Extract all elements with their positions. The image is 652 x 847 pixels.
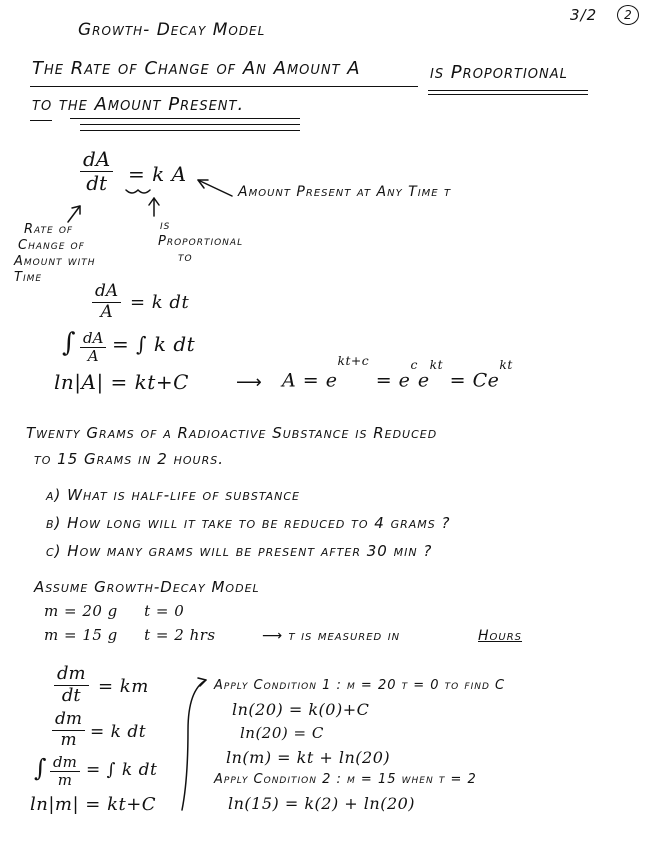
step3-arrow: ⟶ (236, 372, 263, 393)
prop-label-3: to (178, 250, 193, 265)
exp-power: kt+c (337, 354, 370, 368)
fraction-denominator: dt (86, 171, 108, 195)
fraction-denominator: dt (61, 684, 81, 706)
rate-label-1: Rate of (24, 222, 74, 237)
fraction-denominator: A (100, 301, 113, 322)
definition-line-2: to the Amount Present. (32, 94, 245, 115)
apply1-line-2: ln(20) = C (240, 724, 324, 742)
hours-underlined: Hours (478, 628, 523, 644)
prop-label-2: Proportional (158, 234, 244, 249)
problem-line-2: to 15 Grams in 2 hours. (34, 450, 224, 468)
brace-under-k (126, 190, 150, 193)
assume-line: Assume Growth-Decay Model (34, 578, 260, 596)
step2-fraction (80, 330, 106, 366)
eq4-line: ln|m| = kt+C (30, 794, 157, 815)
page-circle: 2 (617, 5, 639, 25)
fraction-denominator: A (87, 347, 99, 366)
eq3-integral: ∫ (34, 754, 48, 782)
fraction-numerator: dm (54, 664, 89, 686)
fraction-numerator: dm (52, 710, 85, 731)
fraction-numerator: dA (80, 148, 113, 172)
apply1-line-3: ln(m) = kt + ln(20) (226, 748, 391, 767)
rate-label-3: Amount with (14, 254, 96, 269)
exp-eq: = e (375, 369, 411, 392)
fraction-numerator: dA (92, 282, 121, 303)
eq3-fraction (50, 754, 80, 790)
exp-power-kt-2: kt (499, 358, 513, 372)
exp-power-c: c (410, 358, 418, 372)
page-number: 3/2 (570, 6, 598, 24)
exp-base: A = e (282, 369, 338, 392)
condition-2: m = 15 g t = 2 hrs (44, 626, 216, 644)
dm-dt-fraction (54, 664, 89, 706)
apply-bracket (182, 680, 206, 810)
problem-part-a: a) What is half-life of substance (46, 486, 300, 504)
arrow-to-rate (68, 206, 80, 222)
exp-base-2: e (417, 369, 430, 392)
rate-label-2: Change of (18, 238, 85, 253)
fraction-denominator: m (60, 729, 77, 750)
problem-part-c: c) How many grams will be present after 30 min ? (46, 542, 433, 560)
dA-A-fraction (92, 282, 121, 322)
eq1-rhs: = km (98, 676, 149, 697)
condition-1: m = 20 g t = 0 (44, 602, 185, 620)
problem-line-1: Twenty Grams of a Radioactive Substance is Reduced (26, 424, 438, 442)
problem-part-b: b) How long will it take to be reduced to 4 grams ? (46, 514, 451, 532)
fraction-denominator: m (57, 771, 73, 790)
dm-m-fraction (52, 710, 85, 750)
step2-integral: ∫ (62, 328, 77, 358)
step3-result (282, 354, 513, 392)
apply-condition-1: Apply Condition 1 : m = 20 t = 0 to find C (214, 678, 506, 693)
apply1-line-1: ln(20) = k(0)+C (232, 700, 370, 719)
exp-power-kt: kt (429, 358, 444, 372)
exp-Ce: = Ce (449, 369, 500, 392)
step3-lhs: ln|A| = kt+C (54, 370, 189, 394)
step2-rhs: = ∫ k dt (112, 332, 196, 356)
eq2-rhs: = k dt (90, 722, 147, 742)
apply2-line-1: ln(15) = k(2) + ln(20) (228, 794, 416, 813)
page-title: Growth- Decay Model (78, 20, 266, 40)
fraction-numerator: dA (80, 330, 106, 348)
definition-line-1a: The Rate of Change of An Amount A (32, 58, 361, 79)
prop-label-1: is (160, 218, 171, 233)
rate-label-4: Time (14, 270, 43, 285)
apply-condition-2: Apply Condition 2 : m = 15 when t = 2 (214, 772, 477, 787)
eq3-rhs: = ∫ k dt (86, 760, 158, 780)
condition-2-note: ⟶ t is measured in (262, 628, 401, 644)
fraction-numerator: dm (50, 754, 80, 772)
amount-present-label: Amount Present at Any Time t (238, 184, 452, 200)
step1-rhs: = k dt (130, 292, 190, 313)
kA-rhs: = k A (128, 162, 187, 186)
definition-line-1b: is Proportional (430, 62, 568, 83)
